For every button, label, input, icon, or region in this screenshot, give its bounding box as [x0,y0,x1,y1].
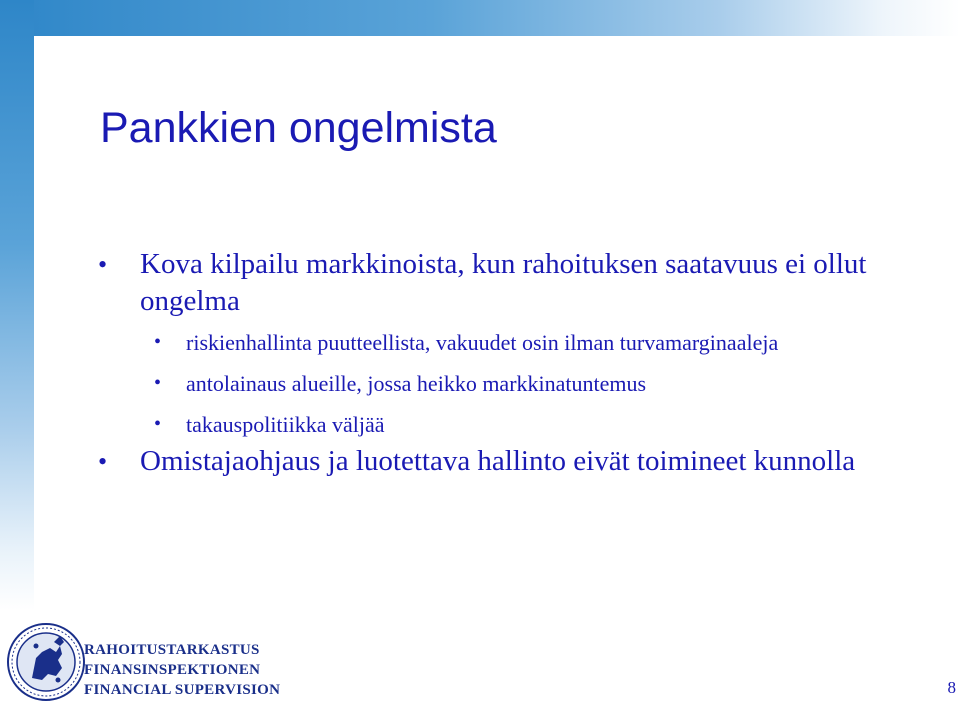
page-number: 8 [947,678,956,697]
bullet-text: Kova kilpailu markkinoista, kun rahoituksen saatavuus ei ollut ongelma [140,248,867,317]
slide-title: Pankkien ongelmista [100,104,497,152]
sub-bullet [98,367,918,400]
organization-name [84,640,280,700]
org-line: FINANSINSPEKTIONEN [84,662,261,678]
bullet-dot-icon: • [98,250,108,279]
org-line: RAHOITUSTARKASTUS [84,642,260,658]
sub-bullet-text: antolainaus alueille, jossa heikko markkinatuntemus [186,371,647,396]
frame-top-band [0,0,960,36]
bullet-text: Omistajaohjaus ja luotettava hallinto eivät toimineet kunnolla [140,445,856,477]
finnish-lion-seal-icon [6,618,86,706]
bullet-list [98,246,918,480]
bullet-dot-icon: • [154,372,162,394]
sub-bullet-text: riskienhallinta puutteellista, vakuudet osin ilman turvamarginaaleja [186,330,779,355]
bullet-dot-icon: • [154,413,162,435]
sub-bullet [98,408,918,441]
bullet-level1 [98,246,918,320]
bullet-dot-icon: • [98,447,108,476]
sub-bullet [98,326,918,359]
frame-left-band [0,0,34,610]
bullet-level1 [98,443,918,480]
org-line: FINANCIAL SUPERVISION [84,682,281,698]
sub-bullet-text: takauspolitiikka väljää [186,412,385,437]
bullet-dot-icon: • [154,331,162,353]
